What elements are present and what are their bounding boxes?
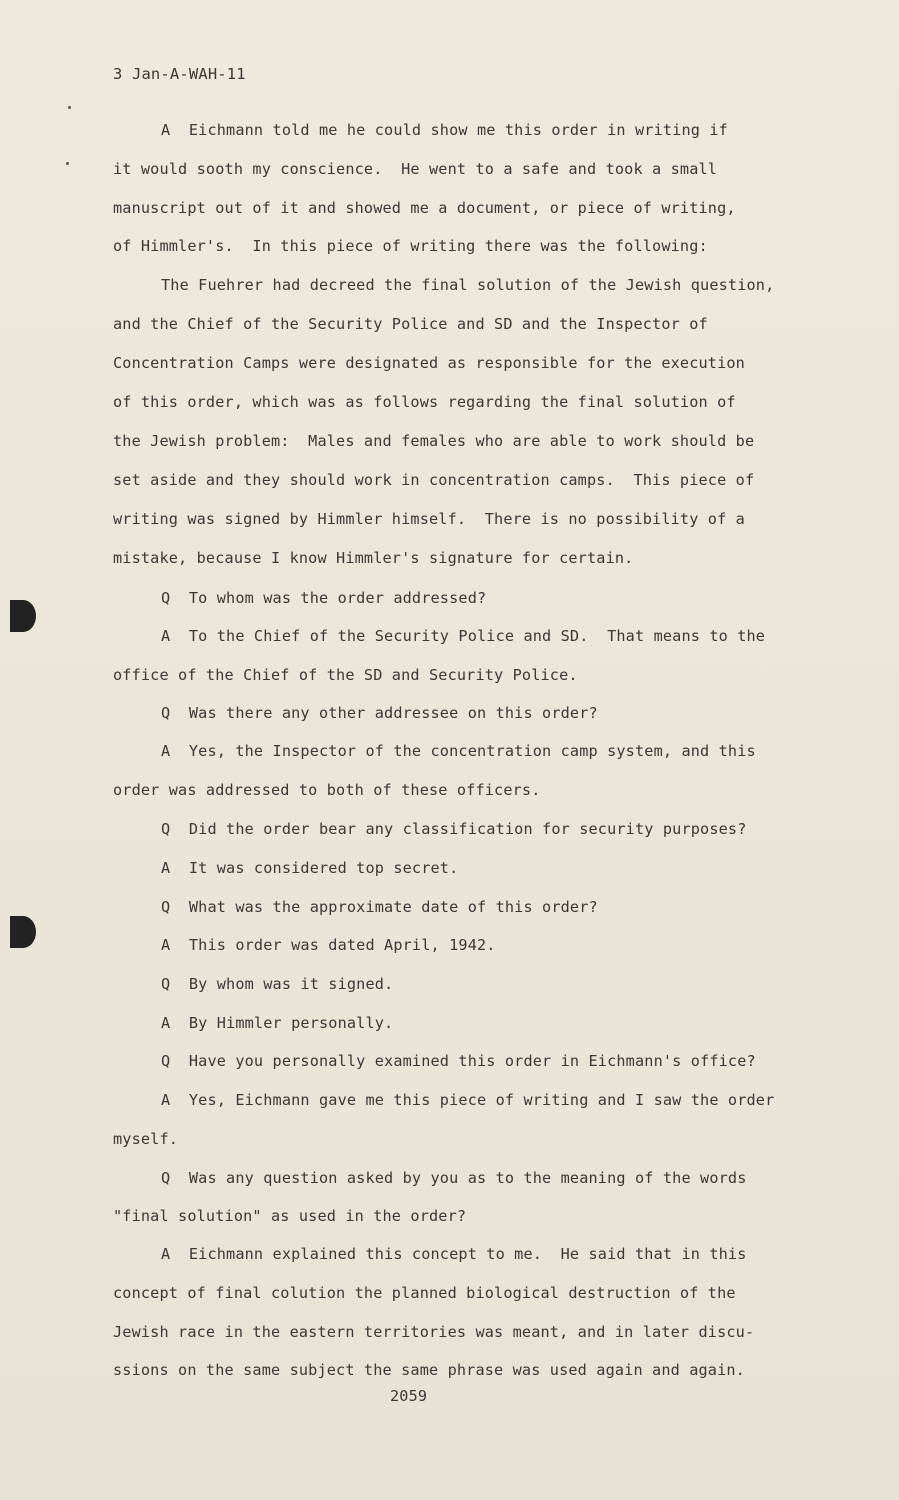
text-line: A Eichmann told me he could show me this order in writing if bbox=[161, 121, 728, 139]
answer-line: A Yes, the Inspector of the concentration camp system, and this bbox=[161, 742, 756, 760]
document-reference-header: 3 Jan-A-WAH-11 bbox=[113, 65, 246, 83]
answer-line: A This order was dated April, 1942. bbox=[161, 936, 496, 954]
text-line: writing was signed by Himmler himself. There is no possibility of a bbox=[113, 510, 745, 528]
text-line: concept of final colution the planned biological destruction of the bbox=[113, 1284, 736, 1302]
page-number: 2059 bbox=[390, 1387, 428, 1405]
paper-speck bbox=[66, 162, 69, 165]
text-line: ssions on the same subject the same phrase was used again and again. bbox=[113, 1361, 745, 1379]
question-line: Q What was the approximate date of this order? bbox=[161, 898, 598, 916]
question-line: Q To whom was the order addressed? bbox=[161, 589, 487, 607]
text-line: manuscript out of it and showed me a document, or piece of writing, bbox=[113, 199, 736, 217]
text-line: it would sooth my conscience. He went to a safe and took a small bbox=[113, 160, 718, 178]
text-line: of Himmler's. In this piece of writing there was the following: bbox=[113, 237, 708, 255]
text-line: of this order, which was as follows regarding the final solution of bbox=[113, 393, 736, 411]
answer-line: A To the Chief of the Security Police and SD. That means to the bbox=[161, 627, 766, 645]
text-line: order was addressed to both of these officers. bbox=[113, 781, 541, 799]
text-line: and the Chief of the Security Police and SD and the Inspector of bbox=[113, 315, 708, 333]
answer-line: A Eichmann explained this concept to me. He said that in this bbox=[161, 1245, 747, 1263]
question-line: Q By whom was it signed. bbox=[161, 975, 394, 993]
answer-line: A It was considered top secret. bbox=[161, 859, 459, 877]
answer-line: A Yes, Eichmann gave me this piece of writing and I saw the order bbox=[161, 1091, 775, 1109]
text-line: myself. bbox=[113, 1130, 179, 1148]
text-line: "final solution" as used in the order? bbox=[113, 1207, 467, 1225]
text-line: Concentration Camps were designated as responsible for the execution bbox=[113, 354, 745, 372]
question-line: Q Did the order bear any classification for security purposes? bbox=[161, 820, 747, 838]
paper-speck bbox=[68, 106, 71, 109]
text-line: The Fuehrer had decreed the final solution of the Jewish question, bbox=[161, 276, 775, 294]
text-line: Jewish race in the eastern territories was meant, and in later discu- bbox=[113, 1323, 755, 1341]
text-line: set aside and they should work in concentration camps. This piece of bbox=[113, 471, 755, 489]
text-line: mistake, because I know Himmler's signature for certain. bbox=[113, 549, 634, 567]
question-line: Q Was any question asked by you as to the meaning of the words bbox=[161, 1169, 747, 1187]
answer-line: A By Himmler personally. bbox=[161, 1014, 394, 1032]
punch-hole-top bbox=[10, 600, 36, 632]
punch-hole-bottom bbox=[10, 916, 36, 948]
question-line: Q Was there any other addressee on this order? bbox=[161, 704, 598, 722]
text-line: office of the Chief of the SD and Security Police. bbox=[113, 666, 578, 684]
question-line: Q Have you personally examined this order in Eichmann's office? bbox=[161, 1052, 756, 1070]
text-line: the Jewish problem: Males and females who are able to work should be bbox=[113, 432, 755, 450]
